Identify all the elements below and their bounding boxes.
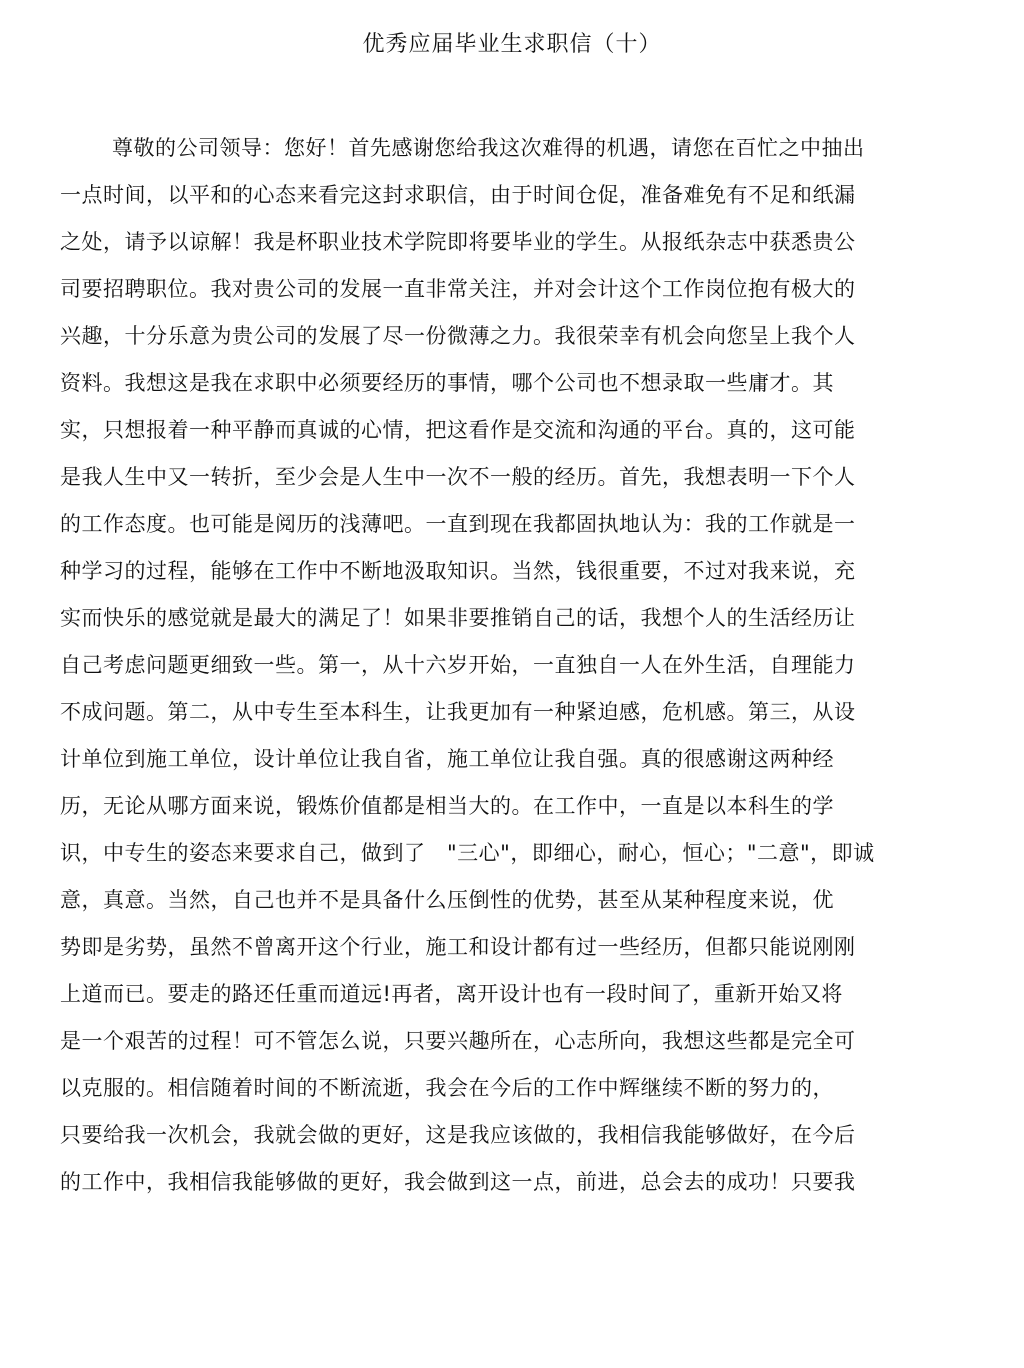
body-line: 司要招聘职位。我对贵公司的发展一直非常关注，并对会计这个工作岗位抱有极大的 — [60, 277, 856, 301]
document-body — [60, 128, 960, 1209]
body-line: 种学习的过程，能够在工作中不断地汲取知识。当然，钱很重要，不过对我来说，充 — [60, 559, 856, 583]
body-line: 计单位到施工单位，设计单位让我自省，施工单位让我自强。真的很感谢这两种经 — [60, 747, 834, 771]
body-line: 的工作中，我相信我能够做的更好，我会做到这一点，前进，总会去的成功！只要我 — [60, 1170, 856, 1194]
body-line: 兴趣，十分乐意为贵公司的发展了尽一份微薄之力。我很荣幸有机会向您呈上我个人 — [60, 324, 856, 348]
body-line: 以克服的。相信随着时间的不断流逝，我会在今后的工作中辉继续不断的努力的， — [60, 1076, 834, 1100]
body-line: 不成问题。第二，从中专生至本科生，让我更加有一种紧迫感，危机感。第三，从设 — [60, 700, 856, 724]
body-line: 势即是劣势，虽然不曾离开这个行业，施工和设计都有过一些经历，但都只能说刚刚 — [60, 935, 856, 959]
body-line: 一点时间，以平和的心态来看完这封求职信，由于时间仓促，准备难免有不足和纸漏 — [60, 183, 856, 207]
body-line: 之处，请予以谅解！我是杯职业技术学院即将要毕业的学生。从报纸杂志中获悉贵公 — [60, 230, 856, 254]
body-line: 资料。我想这是我在求职中必须要经历的事情，哪个公司也不想录取一些庸才。其 — [60, 371, 834, 395]
body-line: 是我人生中又一转折，至少会是人生中一次不一般的经历。首先，我想表明一下个人 — [60, 465, 856, 489]
body-line: 自己考虑问题更细致一些。第一，从十六岁开始，一直独自一人在外生活，自理能力 — [60, 653, 856, 677]
body-line: 识，中专生的姿态来要求自己，做到了 "三心"，即细心，耐心，恒心；"二意"，即诚 — [60, 841, 875, 865]
body-line: 历，无论从哪方面来说，锻炼价值都是相当大的。在工作中，一直是以本科生的学 — [60, 794, 834, 818]
body-line: 只要给我一次机会，我就会做的更好，这是我应该做的，我相信我能够做好，在今后 — [60, 1123, 856, 1147]
body-line: 是一个艰苦的过程！可不管怎么说，只要兴趣所在，心志所向，我想这些都是完全可 — [60, 1029, 856, 1053]
body-line: 尊敬的公司领导：您好！首先感谢您给我这次难得的机遇，请您在百忙之中抽出 — [112, 136, 865, 160]
body-line: 实，只想报着一种平静而真诚的心情，把这看作是交流和沟通的平台。真的，这可能 — [60, 418, 856, 442]
body-line: 的工作态度。也可能是阅历的浅薄吧。一直到现在我都固执地认为：我的工作就是一 — [60, 512, 856, 536]
body-line: 上道而已。要走的路还任重而道远!再者，离开设计也有一段时间了，重新开始又将 — [60, 982, 843, 1006]
document-title: 优秀应届毕业生求职信（十） — [362, 32, 662, 57]
body-line: 意，真意。当然，自己也并不是具备什么压倒性的优势，甚至从某种程度来说，优 — [60, 888, 834, 912]
body-line: 实而快乐的感觉就是最大的满足了！如果非要推销自己的话，我想个人的生活经历让 — [60, 606, 856, 630]
